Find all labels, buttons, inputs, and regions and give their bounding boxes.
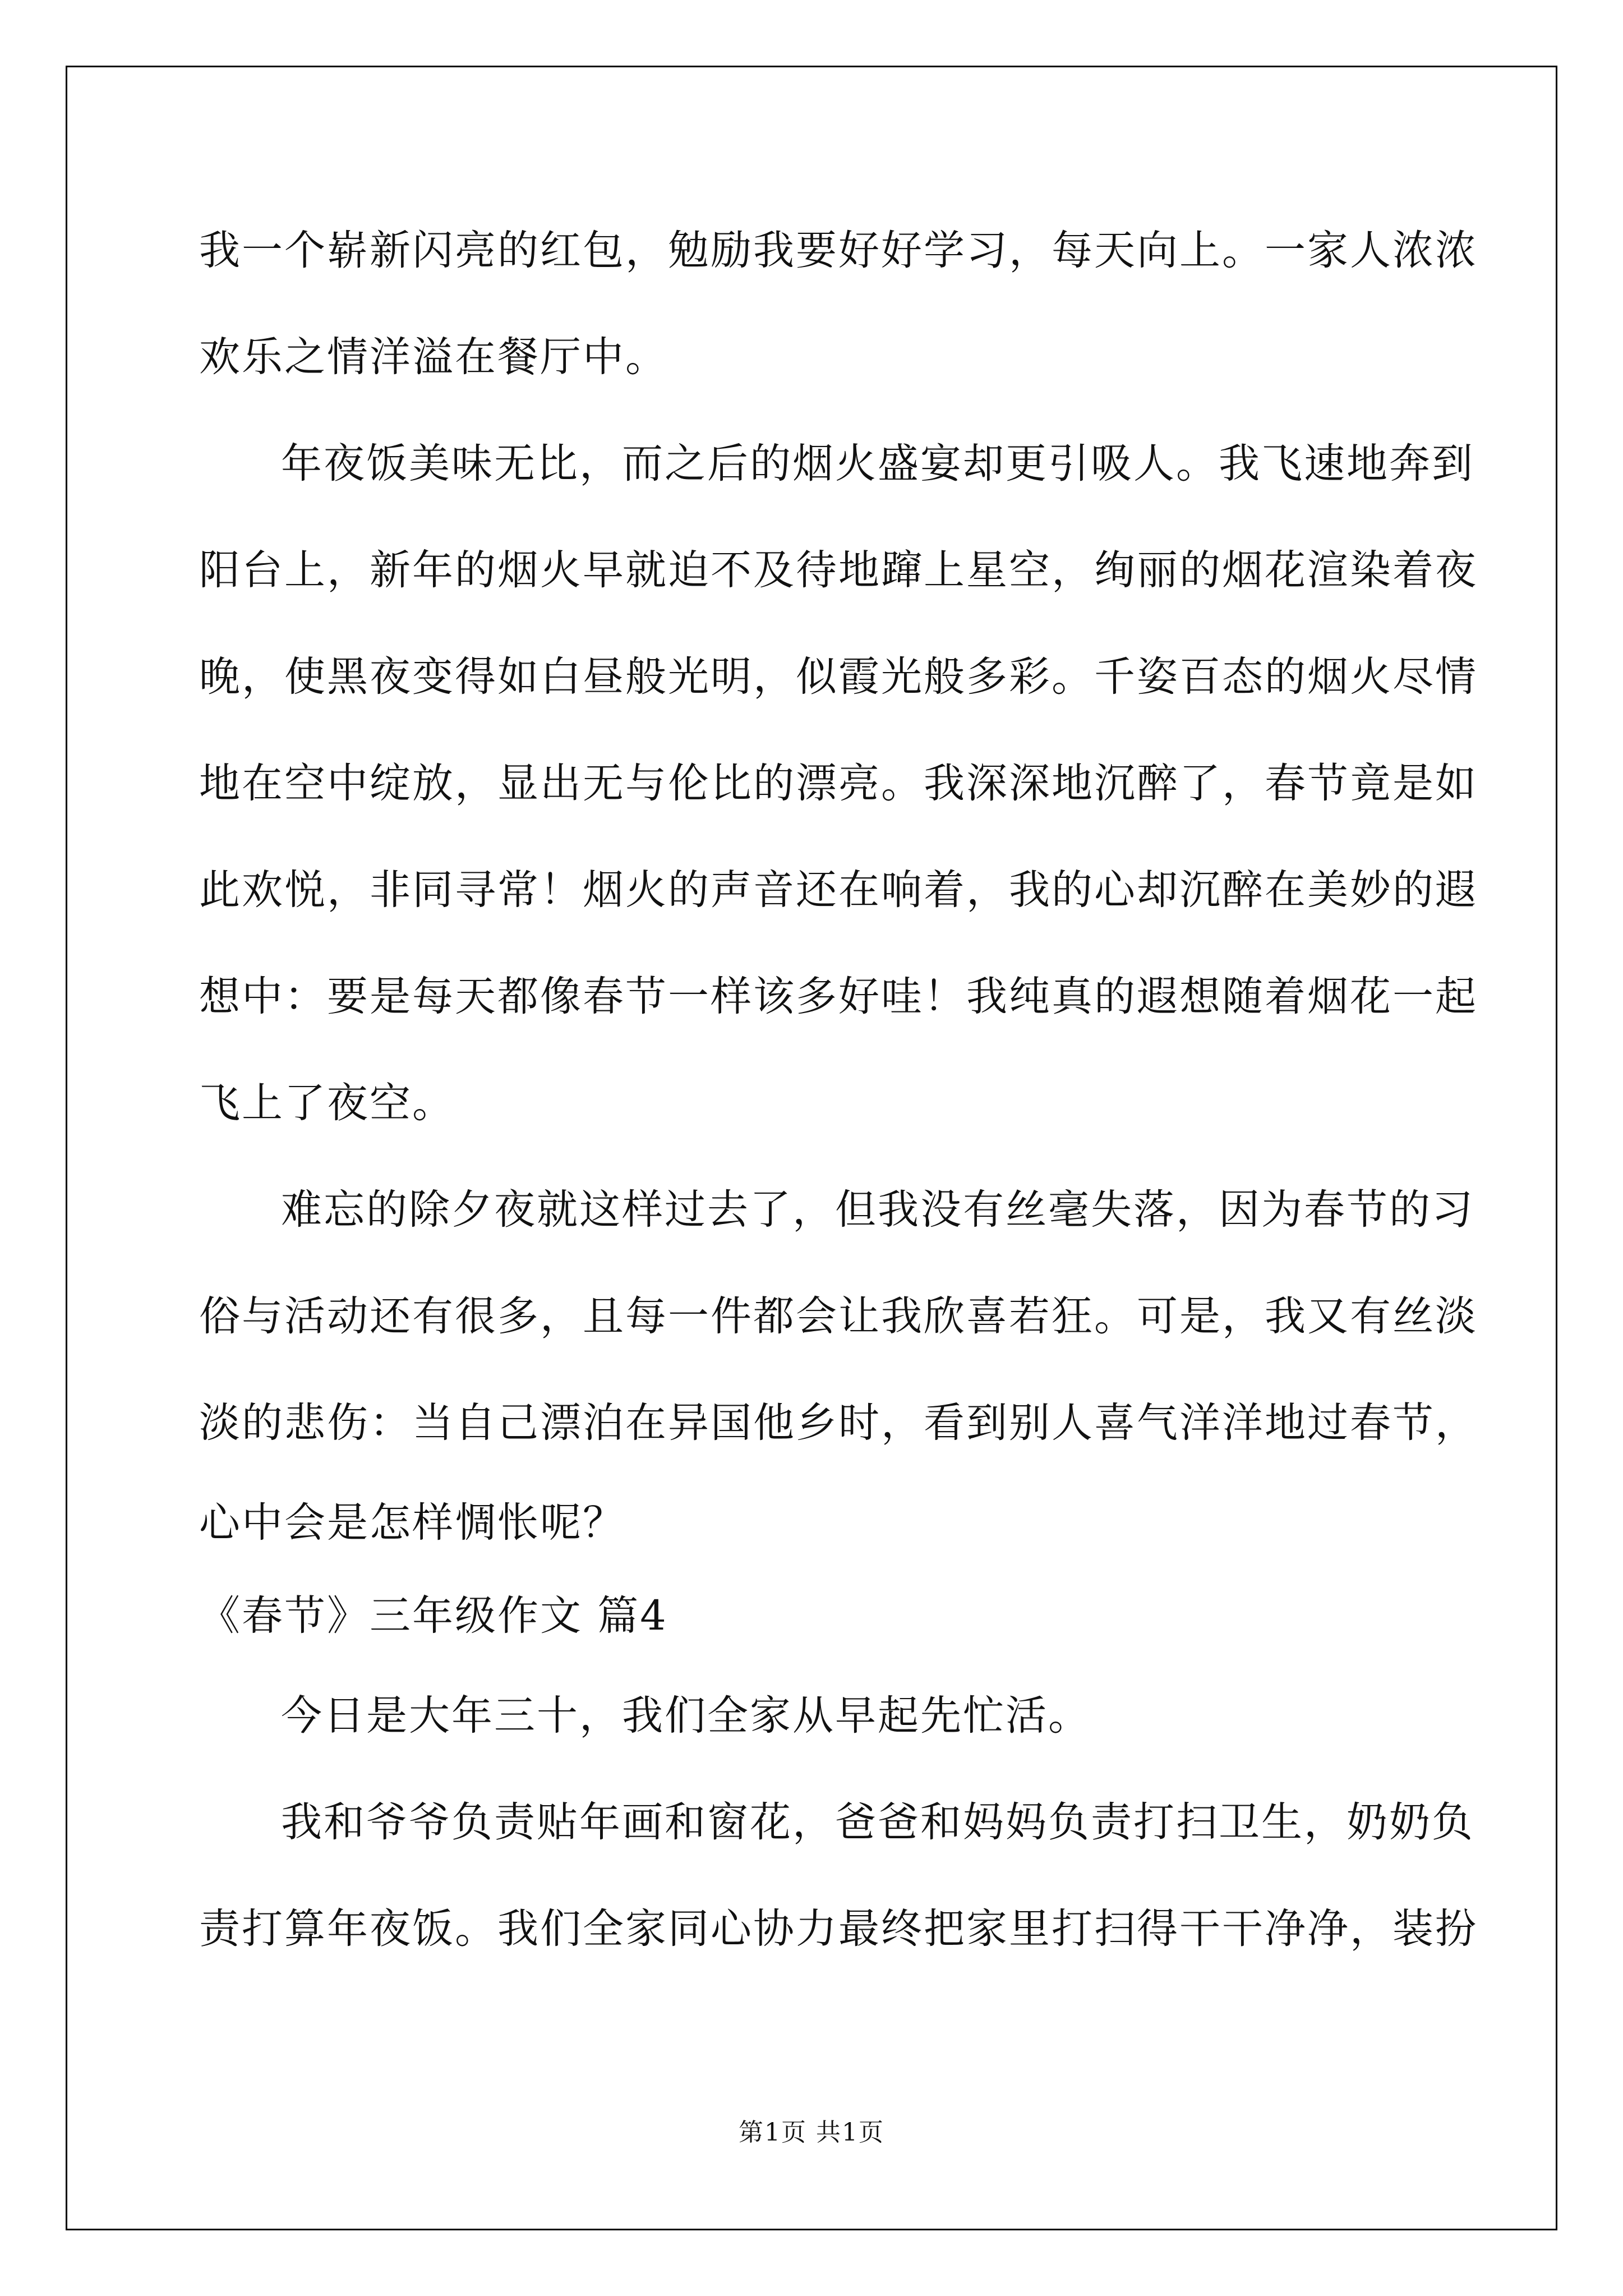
text-line: 淡的悲伤：当自己漂泊在异国他乡时，看到别人喜气洋洋地过春节，: [199, 1399, 1478, 1447]
text-line: 责打算年夜饭。我们全家同心协力最终把家里打扫得干干净净，装扮: [199, 1905, 1478, 1953]
paragraph-start-line: 难忘的除夕夜就这样过去了，但我没有丝毫失落，因为春节的习: [281, 1186, 1474, 1234]
text-line: 飞上了夜空。: [199, 1079, 455, 1127]
text-line: 此欢悦，非同寻常！烟火的声音还在响着，我的心却沉醉在美妙的遐: [199, 866, 1478, 914]
paragraph-start-line: 我和爷爷负责贴年画和窗花，爸爸和妈妈负责打扫卫生，奶奶负: [281, 1798, 1474, 1846]
page-footer: 第1页 共1页: [739, 2118, 884, 2147]
paragraph-start-line: 年夜饭美味无比，而之后的烟火盛宴却更引吸人。我飞速地奔到: [281, 440, 1474, 487]
text-line: 想中：要是每天都像春节一样该多好哇！我纯真的遐想随着烟花一起: [199, 973, 1478, 1020]
text-line: 地在空中绽放，显出无与伦比的漂亮。我深深地沉醉了，春节竟是如: [199, 760, 1478, 807]
document-body: [199, 197, 1478, 1982]
section-heading: 《春节》三年级作文 篇4: [199, 1592, 668, 1640]
text-line: 阳台上，新年的烟火早就迫不及待地蹿上星空，绚丽的烟花渲染着夜: [199, 546, 1478, 594]
text-line: 我一个崭新闪亮的红包，勉励我要好好学习，每天向上。一家人浓浓: [199, 227, 1478, 274]
text-line: 晚，使黑夜变得如白昼般光明，似霞光般多彩。千姿百态的烟火尽情: [199, 653, 1478, 701]
text-line: 俗与活动还有很多，且每一件都会让我欣喜若狂。可是，我又有丝淡: [199, 1292, 1478, 1340]
paragraph-start-line: 今日是大年三十，我们全家从早起先忙活。: [281, 1692, 1091, 1740]
text-line: 心中会是怎样惆怅呢？: [199, 1499, 625, 1547]
text-line: 欢乐之情洋溢在餐厅中。: [199, 333, 668, 381]
